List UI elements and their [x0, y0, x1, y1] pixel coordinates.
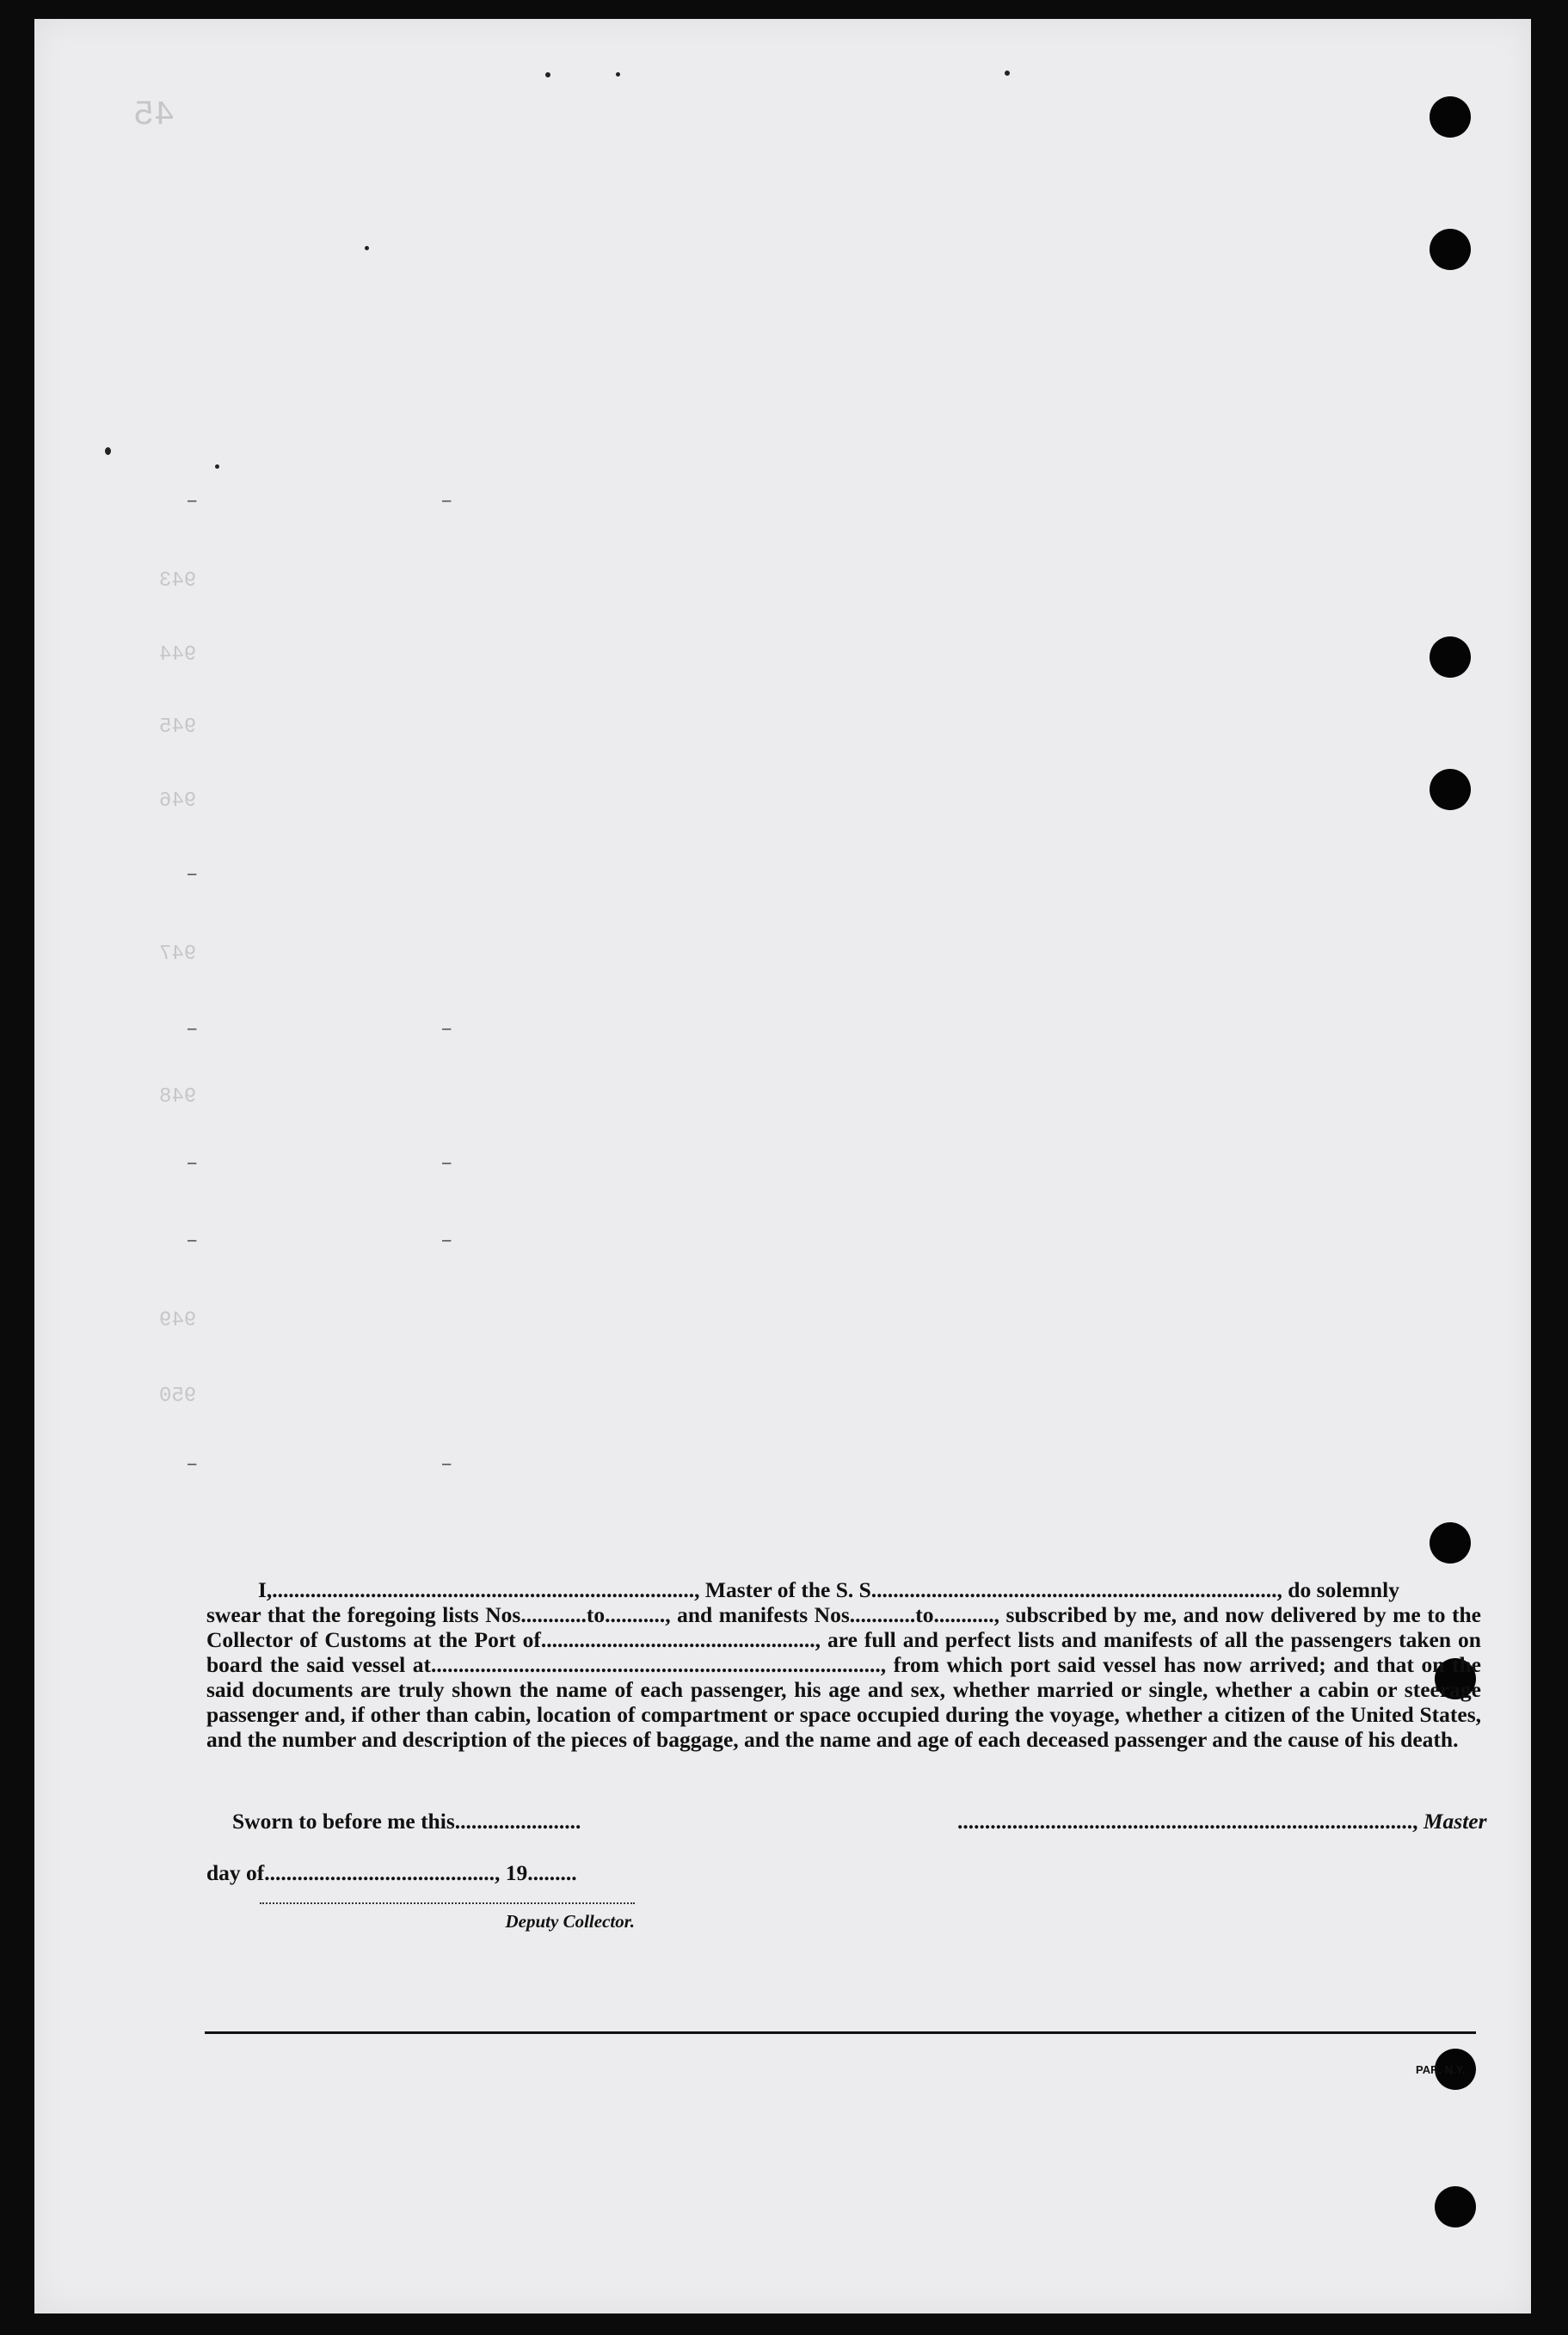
ink-speck: [1005, 71, 1010, 76]
ink-speck: [616, 72, 620, 77]
document-page: [34, 19, 1531, 2313]
day-of-line: day of.........................................., 19.........: [206, 1860, 577, 1885]
master-label: Master: [1423, 1809, 1487, 1834]
column-dash: –: [186, 1018, 199, 1042]
printer-mark: PAR. N.Y.: [1416, 2063, 1466, 2076]
bleed-row-number: 943: [159, 569, 197, 593]
bleed-row-number: 947: [159, 943, 197, 966]
bleed-page-number: 45: [133, 96, 175, 135]
column-dash: –: [440, 1230, 453, 1253]
column-dash: –: [186, 863, 199, 887]
column-dash: –: [186, 490, 199, 513]
oath-paragraph: [206, 1577, 1481, 1752]
column-dash: –: [440, 1152, 453, 1176]
column-dash: –: [440, 490, 453, 513]
punch-hole: [1430, 636, 1471, 678]
punch-hole: [1430, 769, 1471, 810]
ink-speck: [215, 464, 219, 469]
bottom-rule: [205, 2031, 1476, 2034]
sworn-before-line: Sworn to before me this.......................: [232, 1809, 581, 1834]
bleed-row-number: 946: [159, 790, 197, 813]
punch-hole: [1430, 229, 1471, 270]
deputy-signature-line: [260, 1902, 635, 1904]
bleed-row-number: 944: [159, 643, 197, 667]
column-dash: –: [186, 1230, 199, 1253]
punch-hole: [1435, 2186, 1476, 2227]
column-dash: –: [440, 1453, 453, 1477]
column-dash: –: [440, 1018, 453, 1042]
bleed-row-number: 950: [159, 1385, 197, 1408]
master-dots: ...................................................................................,: [957, 1809, 1418, 1834]
oath-first-line: I,............................................................................., Master of the S. S.........................................................................., do solemnly: [258, 1577, 1399, 1602]
bleed-row-number: 948: [159, 1085, 197, 1109]
ink-speck: [545, 72, 550, 77]
deputy-collector-label: Deputy Collector.: [505, 1911, 635, 1932]
bleed-row-number: 949: [159, 1309, 197, 1332]
column-dash: –: [186, 1453, 199, 1477]
punch-hole: [1430, 1522, 1471, 1564]
master-signature-line: [957, 1809, 1487, 1834]
ink-speck: [105, 447, 111, 455]
column-dash: –: [186, 1152, 199, 1176]
bleed-row-number: 945: [159, 716, 197, 739]
punch-hole: [1430, 96, 1471, 138]
oath-body: swear that the foregoing lists Nos............to..........., and manifests Nos............to..........., subscribed by me, and now delivered by me to the Collector of Customs at the Port of.................................................., are full and perfect lists and manifests of all the passengers taken on board the said vessel at.................................................................................., from which port said vessel has now arrived; and that on the said documents are truly shown the name of each passenger, his age and sex, whether married or single, whether a cabin or steerage passenger and, if other than cabin, location of compartment or space occupied during the voyage, whether a citizen of the United States, and the number and description of the pieces of baggage, and the name and age of each deceased passenger and the cause of his death.: [206, 1602, 1481, 1752]
ink-speck: [365, 246, 369, 250]
